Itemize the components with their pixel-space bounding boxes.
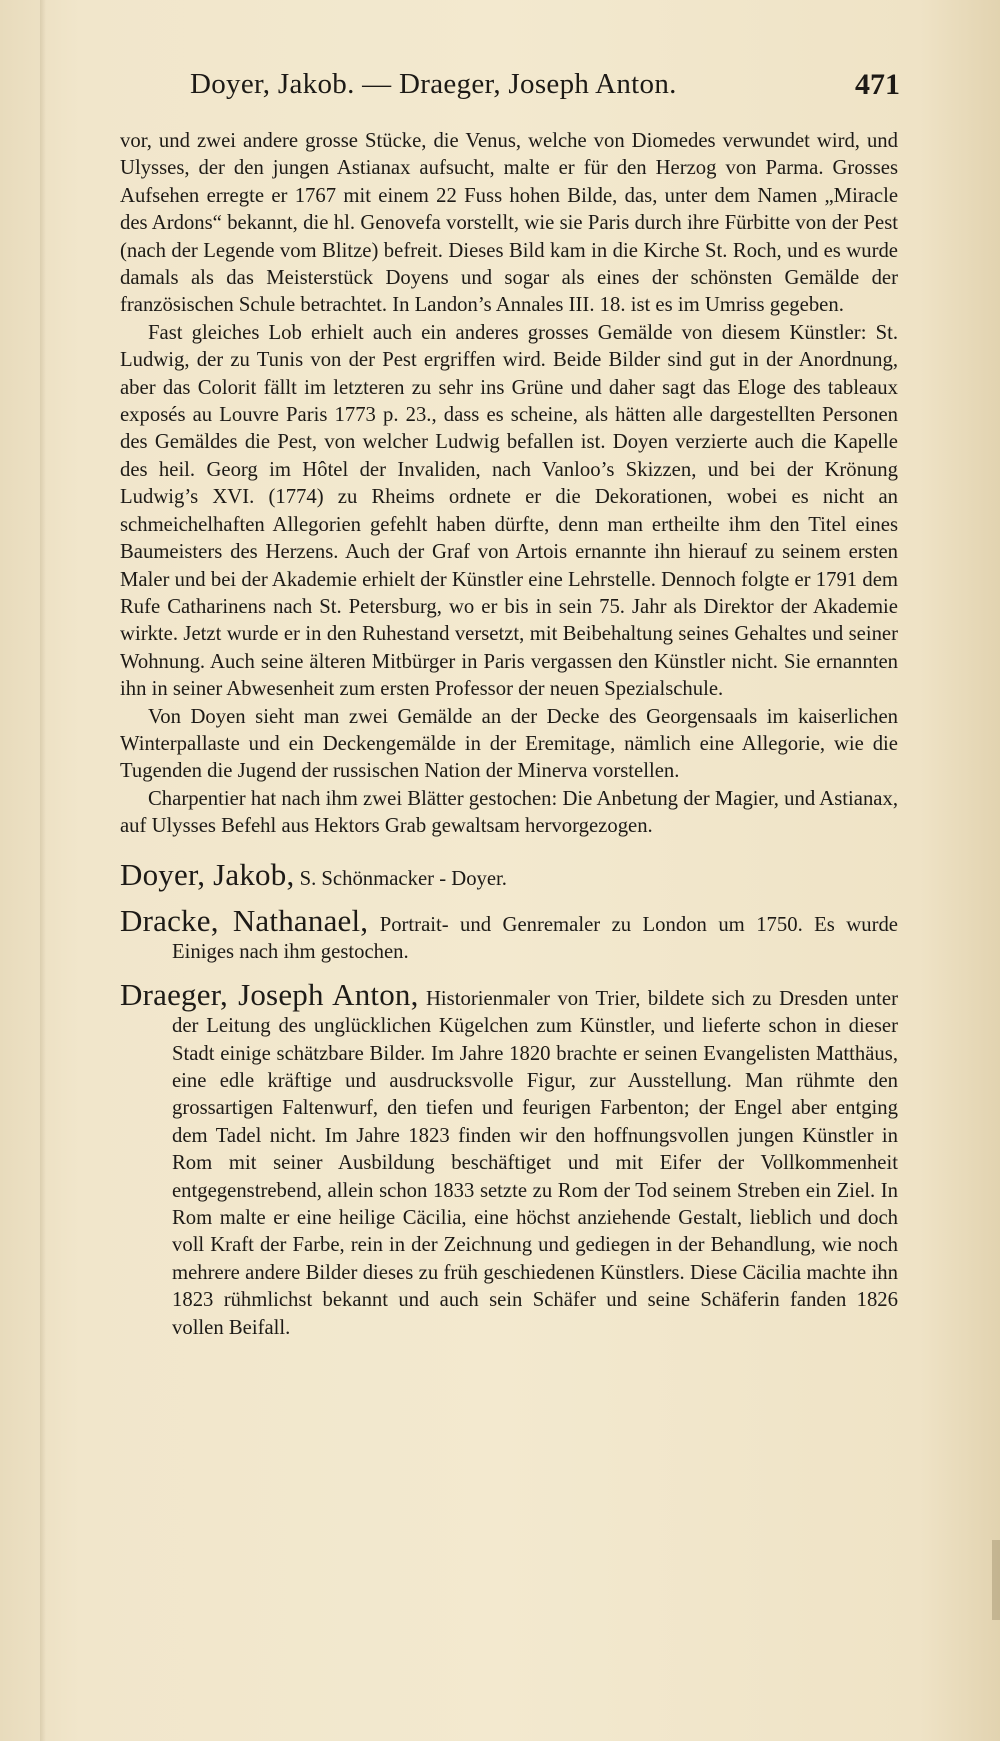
page-number: 471 <box>855 68 900 101</box>
dictionary-entry <box>120 856 898 893</box>
main-text <box>120 128 898 1342</box>
entry-headword: Draeger, Joseph Anton, <box>120 976 419 1012</box>
paragraph: vor, und zwei andere grosse Stücke, die Venus, welche von Diomedes verwundet wird, und Ulysses, der den jungen Astianax aufsucht, malte er für den Herzog von Parma. Grosses Aufsehen erregte er 1767 mit einem 22 Fuss hohen Bilde, das, unter dem Namen „Miracle des Ardons“ bekannt, die hl. Genovefa vorstellt, wie sie Paris durch ihre Fürbitte von der Pest (nach der Legende vom Blitze) befreit. Dieses Bild kam in die Kirche St. Roch, und es wurde damals als das Meisterstück Doyens und sogar als eines der schönsten Gemälde der französischen Schule betrachtet. In Landon’s Annales III. 18. ist es im Umriss gegeben. <box>120 130 898 317</box>
page-edge-mark <box>992 1540 1000 1620</box>
entry-text: S. Schönmacker - Doyer. <box>299 867 507 890</box>
entry-headword: Dracke, Nathanael, <box>120 902 369 938</box>
page-gutter-shadow <box>40 0 46 1741</box>
entry-text: Historienmaler von Trier, bildete sich zu Dresden unter der Leitung des unglücklichen Kügelchen zum Künstler, und lieferte schon in dieser Stadt einige schätzbare Bilder. Im Jahre 1820 brachte er seinen Evangelisten Matthäus, eine edle kräftige und ausdrucksvolle Figur, zur Ausstellung. Man rühmte den grossartigen Faltenwurf, den tiefen und feurigen Farbenton; der Engel aber entging dem Tadel nicht. Im Jahre 1823 finden wir den hoffnungsvollen jungen Künstler in Rom mit seiner Ausbildung beschäftiget und mit Eifer der Vollkommenheit entgegenstrebend, allein schon 1833 setzte zu Rom der Tod seinem Streben ein Ziel. In Rom malte er eine heilige Cäcilia, eine höchst anziehende Gestalt, lieblich und doch voll Kraft der Farbe, rein in der Zeichnung und gediegen in der Behandlung, wie noch mehrere andere Bilder dieses zu früh geschiedenen Künstlers. Diese Cäcilia machte ihn 1823 rühmlichst bekannt und auch sein Schäfer und seine Schäferin fanden 1826 vollen Beifall. <box>172 987 898 1339</box>
page-header <box>180 68 900 108</box>
entry-text: Portrait- und Genremaler zu London um 1750. Es wurde Einiges nach ihm gestochen. <box>172 913 898 964</box>
paragraph: Fast gleiches Lob erhielt auch ein anderes grosses Gemälde von diesem Künstler: St. Ludwig, der zu Tunis von der Pest ergriffen wird. Beide Bilder sind gut in der Anordnung, aber das Colorit fällt im letzteren zu sehr ins Grüne und daher sagt das Eloge des tableaux exposés au Louvre Paris 1773 p. 23., dass es scheine, als hätten alle dargestellten Personen des Gemäldes die Pest, von welcher Ludwig befallen ist. Doyen verzierte auch die Kapelle des heil. Georg im Hôtel der Invaliden, nach Vanloo’s Skizzen, und bei der Krönung Ludwig’s XVI. (1774) zu Rheims ordnete er die Dekorationen, wobei es nicht an schmeichelhaften Allegorien gefehlt haben dürfte, denn man ertheilte ihm den Titel eines Baumeisters des Herzens. Auch der Graf von Artois ernannte ihn hierauf zu seinem ersten Maler und bei der Akademie erhielt der Künstler eine Lehrstelle. Dennoch folgte er 1791 dem Rufe Catharinens nach St. Petersburg, wo er bis in sein 75. Jahr als Direktor der Akademie wirkte. Jetzt wurde er in den Ruhestand versetzt, mit Beibehaltung seines Gehaltes und seiner Wohnung. Auch seine älteren Mitbürger in Paris vergassen den Künstler nicht. Sie ernannten ihn in seiner Abwesenheit zum ersten Professor der neuen Spezialschule. <box>120 321 898 701</box>
paragraph: Von Doyen sieht man zwei Gemälde an der Decke des Georgensaals im kaiserlichen Winterpallaste und ein Deckengemälde in der Eremitage, nämlich eine Allegorie, wie die Tugenden die Jugend der russischen Nation der Minerva vorstellen. <box>120 705 898 783</box>
dictionary-entry <box>120 976 898 1342</box>
running-head: Doyer, Jakob. — Draeger, Joseph Anton. <box>190 68 677 100</box>
paragraph: Charpentier hat nach ihm zwei Blätter gestochen: Die Anbetung der Magier, und Astianax, auf Ulysses Befehl aus Hektors Grab gewaltsam hervorgezogen. <box>120 787 898 838</box>
dictionary-entry <box>120 902 898 967</box>
entry-headword: Doyer, Jakob, <box>120 856 295 892</box>
